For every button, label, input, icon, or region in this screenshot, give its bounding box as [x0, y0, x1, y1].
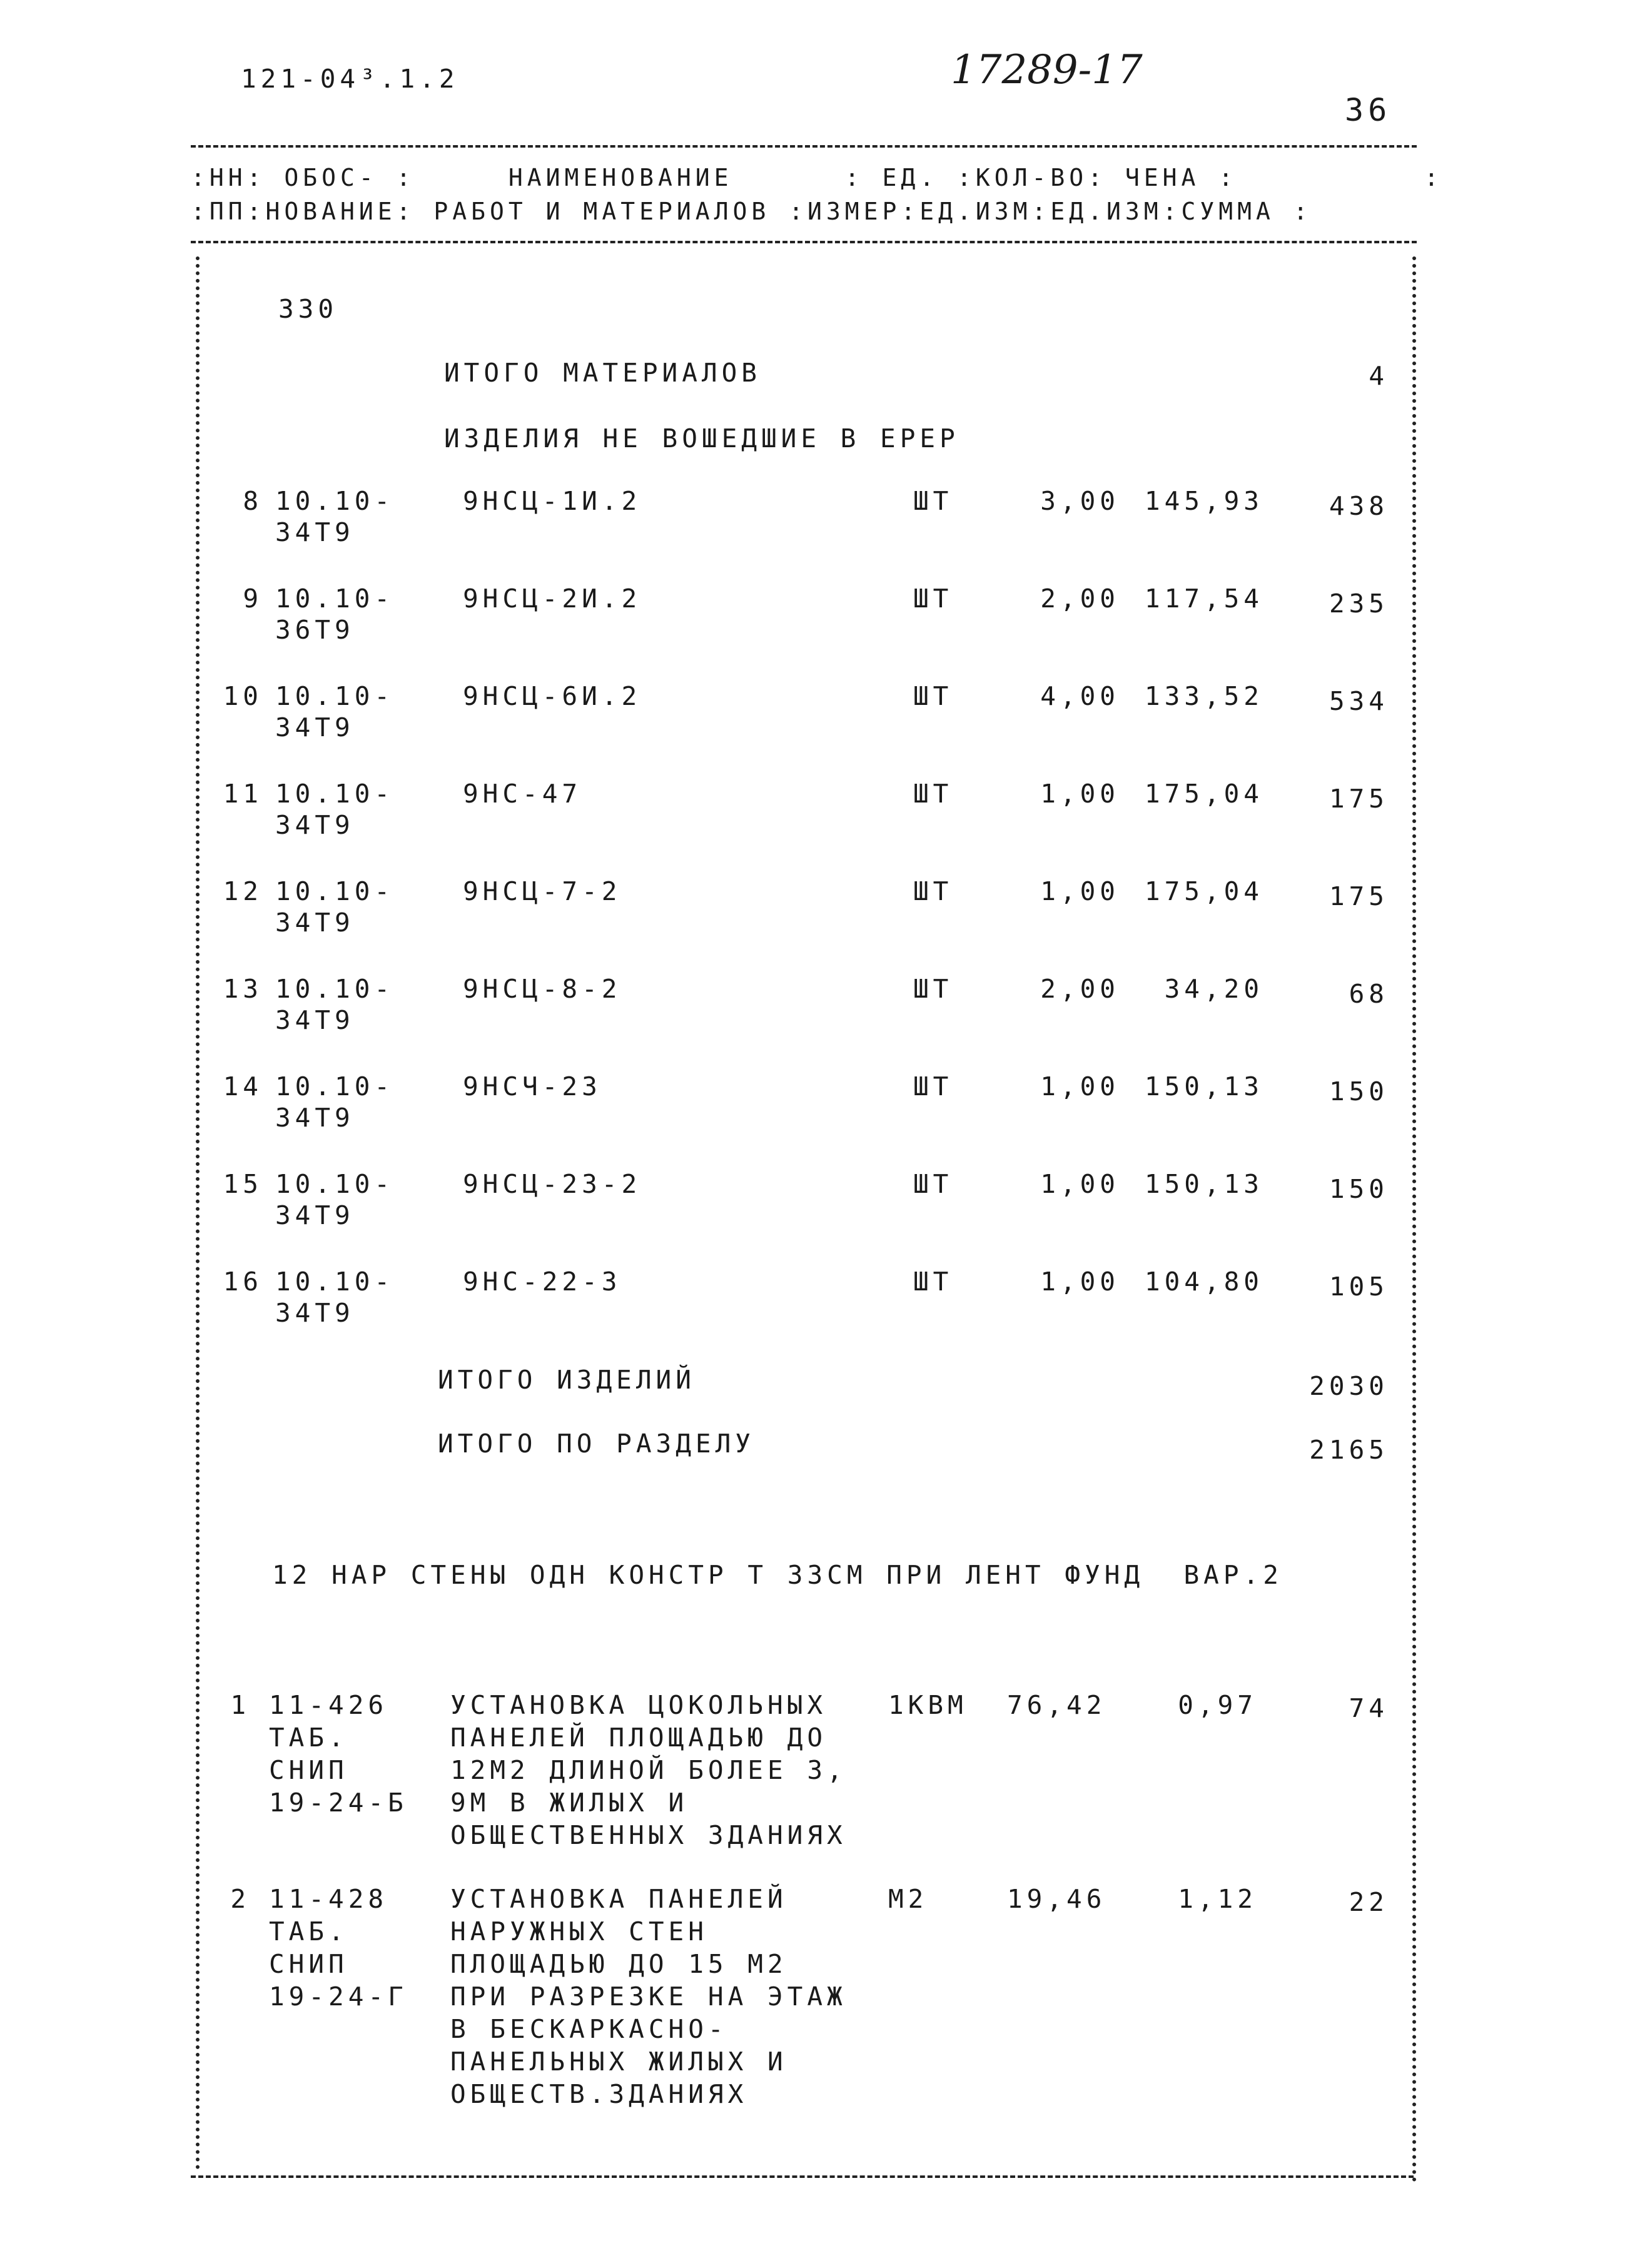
header-top-border [191, 145, 1417, 148]
header-bottom-border [191, 241, 1417, 243]
row-code-suffix: 36Т9 [275, 615, 355, 645]
handwritten-code: 17289-17 [951, 47, 1143, 93]
row-name: 9НСЦ-8-2 [463, 974, 622, 1004]
work-qty: 76,42 [1007, 1690, 1106, 1720]
body-bottom-border [191, 2175, 1414, 2178]
row-number: 12 [223, 876, 263, 906]
row-code: 10.10- [275, 974, 395, 1004]
row-unit: ШТ [913, 1169, 953, 1199]
row-unit: ШТ [913, 486, 953, 516]
row-sum: 175 [1329, 881, 1389, 911]
row-sum: 235 [1329, 589, 1389, 619]
row-number: 10 [223, 681, 263, 711]
row-number: 15 [223, 1169, 263, 1199]
work-basis-line: 19-24-Б [269, 1788, 408, 1818]
row-unit: ШТ [913, 974, 953, 1004]
row-qty: 1,00 [1040, 1267, 1120, 1297]
row-unit: ШТ [913, 681, 953, 711]
row-code-suffix: 34Т9 [275, 908, 355, 938]
row-qty: 1,00 [1040, 779, 1120, 809]
row-number: 9 [243, 584, 263, 614]
row-qty: 2,00 [1040, 974, 1120, 1004]
row-sum: 68 [1349, 979, 1389, 1009]
section-total-value: 2165 [1309, 1435, 1389, 1465]
row-code: 10.10- [275, 1267, 395, 1297]
page-number: 36 [1345, 92, 1392, 128]
section-total-label: ИТОГО ПО РАЗДЕЛУ [438, 1429, 755, 1459]
section-title: ИЗДЕЛИЯ НЕ ВОШЕДШИЕ В ЕРЕР [444, 423, 959, 453]
materials-total-value: 4 [1369, 361, 1389, 391]
row-sum: 175 [1329, 784, 1389, 814]
row-number: 14 [223, 1071, 263, 1101]
work-price: 1,12 [1178, 1884, 1257, 1914]
row-unit: ШТ [913, 876, 953, 906]
work-basis-line: СНИП [269, 1755, 348, 1785]
work-basis-line: ТАБ. [269, 1916, 348, 1947]
work-name-line: ПАНЕЛЬНЫХ ЖИЛЫХ И [450, 2047, 787, 2077]
row-unit: ШТ [913, 1071, 953, 1101]
row-price: 150,13 [1144, 1169, 1263, 1199]
row-name: 9НСЧ-23 [463, 1071, 602, 1101]
row-name: 9НС-47 [463, 779, 582, 809]
row-number: 8 [243, 486, 263, 516]
row-code-suffix: 34Т9 [275, 1103, 355, 1133]
row-code-suffix: 34Т9 [275, 1298, 355, 1328]
row-code: 10.10- [275, 486, 395, 516]
row-qty: 3,00 [1040, 486, 1120, 516]
row-code: 10.10- [275, 1071, 395, 1101]
row-code-suffix: 34Т9 [275, 1005, 355, 1035]
work-name-line: В БЕСКАРКАСНО- [450, 2014, 728, 2044]
row-qty: 1,00 [1040, 1169, 1120, 1199]
work-basis-line: 11-426 [269, 1690, 388, 1720]
work-qty: 19,46 [1007, 1884, 1106, 1914]
row-code: 10.10- [275, 876, 395, 906]
table-header-line1: :НН: ОБОС- : НАИМЕНОВАНИЕ : ЕД. :КОЛ-ВО: ЧЕНА : : [191, 164, 1443, 191]
row-unit: ШТ [913, 584, 953, 614]
row-code: 10.10- [275, 779, 395, 809]
work-name-line: УСТАНОВКА ЦОКОЛЬНЫХ [450, 1690, 827, 1720]
row-name: 9НСЦ-7-2 [463, 876, 622, 906]
row-code: 10.10- [275, 584, 395, 614]
row-price: 175,04 [1144, 779, 1263, 809]
work-basis-line: 19-24-Г [269, 1982, 408, 2012]
work-number: 1 [230, 1690, 250, 1720]
work-unit: М2 [888, 1884, 928, 1914]
row-code-suffix: 34Т9 [275, 712, 355, 742]
row-price: 133,52 [1144, 681, 1263, 711]
row-qty: 1,00 [1040, 1071, 1120, 1101]
row-code-suffix: 34Т9 [275, 810, 355, 840]
row-code: 10.10- [275, 1169, 395, 1199]
carry-number: 330 [278, 294, 338, 324]
document-code: 121-04³.1.2 [241, 64, 459, 94]
row-qty: 4,00 [1040, 681, 1120, 711]
work-unit: 1КВМ [888, 1690, 968, 1720]
row-name: 9НСЦ-6И.2 [463, 681, 642, 711]
work-name-line: 12М2 ДЛИНОЙ БОЛЕЕ 3, [450, 1755, 847, 1785]
section2-title: 12 НАР СТЕНЫ ОДН КОНСТР Т 33СМ ПРИ ЛЕНТ ФУНД ВАР.2 [272, 1560, 1283, 1590]
work-number: 2 [230, 1884, 250, 1914]
work-name-line: ПАНЕЛЕЙ ПЛОЩАДЬЮ ДО [450, 1723, 827, 1753]
row-price: 150,13 [1144, 1071, 1263, 1101]
row-code-suffix: 34Т9 [275, 517, 355, 547]
work-name-line: НАРУЖНЫХ СТЕН [450, 1916, 708, 1947]
row-name: 9НСЦ-1И.2 [463, 486, 642, 516]
row-name: 9НСЦ-23-2 [463, 1169, 642, 1199]
table-header-line2: :ПП:НОВАНИЕ: РАБОТ И МАТЕРИАЛОВ :ИЗМЕР:ЕД.ИЗМ:ЕД.ИЗМ:СУММА : [191, 198, 1312, 225]
row-price: 145,93 [1144, 486, 1263, 516]
work-basis-line: 11-428 [269, 1884, 388, 1914]
row-number: 16 [223, 1267, 263, 1297]
items-total-label: ИТОГО ИЗДЕЛИЙ [438, 1365, 696, 1395]
row-number: 13 [223, 974, 263, 1004]
left-border [196, 256, 200, 2170]
work-price: 0,97 [1178, 1690, 1257, 1720]
items-total-value: 2030 [1309, 1371, 1389, 1401]
row-code-suffix: 34Т9 [275, 1200, 355, 1230]
row-name: 9НС-22-3 [463, 1267, 622, 1297]
work-basis-line: ТАБ. [269, 1723, 348, 1753]
row-number: 11 [223, 779, 263, 809]
work-sum: 74 [1349, 1693, 1389, 1723]
row-price: 117,54 [1144, 584, 1263, 614]
right-border [1412, 256, 1416, 2183]
row-sum: 438 [1329, 491, 1389, 521]
work-name-line: 9М В ЖИЛЫХ И [450, 1788, 689, 1818]
row-code: 10.10- [275, 681, 395, 711]
work-basis-line: СНИП [269, 1949, 348, 1979]
work-name-line: ПЛОЩАДЬЮ ДО 15 М2 [450, 1949, 787, 1979]
row-qty: 1,00 [1040, 876, 1120, 906]
work-name-line: УСТАНОВКА ПАНЕЛЕЙ [450, 1884, 787, 1914]
work-name-line: ПРИ РАЗРЕЗКЕ НА ЭТАЖ [450, 1982, 847, 2012]
materials-total-label: ИТОГО МАТЕРИАЛОВ [444, 358, 761, 388]
row-sum: 534 [1329, 686, 1389, 716]
row-price: 175,04 [1144, 876, 1263, 906]
work-name-line: ОБЩЕСТВЕННЫХ ЗДАНИЯХ [450, 1820, 847, 1850]
row-qty: 2,00 [1040, 584, 1120, 614]
row-sum: 105 [1329, 1272, 1389, 1302]
row-name: 9НСЦ-2И.2 [463, 584, 642, 614]
row-sum: 150 [1329, 1174, 1389, 1204]
row-price: 34,20 [1164, 974, 1263, 1004]
work-sum: 22 [1349, 1887, 1389, 1917]
row-unit: ШТ [913, 779, 953, 809]
row-price: 104,80 [1144, 1267, 1263, 1297]
row-sum: 150 [1329, 1076, 1389, 1106]
row-unit: ШТ [913, 1267, 953, 1297]
work-name-line: ОБЩЕСТВ.ЗДАНИЯХ [450, 2079, 748, 2109]
